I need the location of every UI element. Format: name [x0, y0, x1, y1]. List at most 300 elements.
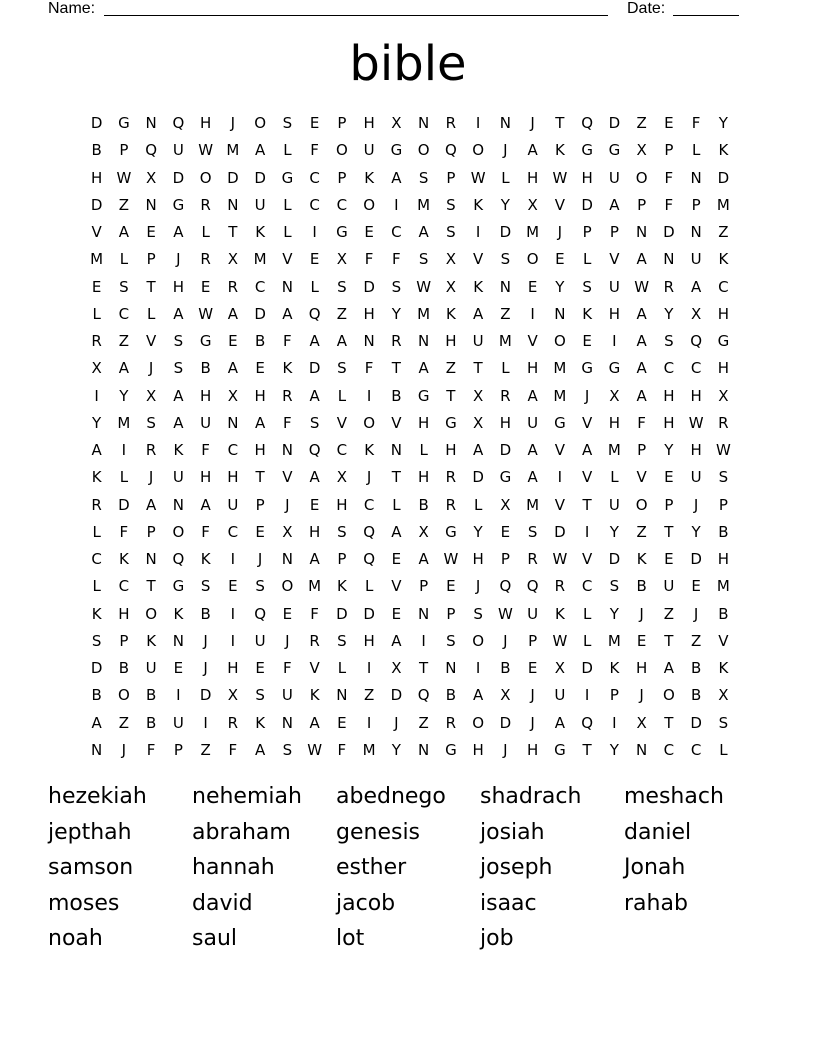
word-list	[48, 779, 768, 957]
grid-letter: S	[337, 277, 347, 296]
grid-letter: S	[527, 522, 538, 541]
grid-letter: U	[172, 141, 184, 160]
grid-letter: G	[608, 141, 621, 160]
grid-letter: R	[145, 441, 157, 460]
grid-letter: I	[475, 223, 481, 242]
grid-letter: L	[364, 577, 374, 596]
grid-letter: X	[500, 686, 511, 705]
grid-letter: N	[91, 740, 103, 759]
grid-letter: F	[201, 522, 210, 541]
grid-letter: S	[146, 413, 156, 432]
grid-letter: T	[664, 713, 674, 732]
word-list-item: esther	[336, 855, 407, 881]
grid-letter: E	[228, 577, 238, 596]
date-blank-line	[673, 0, 739, 16]
grid-letter: V	[282, 468, 293, 487]
grid-letter: E	[500, 522, 511, 541]
grid-letter: P	[119, 141, 129, 160]
grid-letter: Z	[118, 332, 130, 351]
grid-letter: Y	[609, 604, 619, 623]
grid-letter: E	[582, 332, 592, 351]
grid-letter: O	[417, 141, 430, 160]
grid-letter: S	[500, 250, 511, 269]
grid-letter: Y	[473, 522, 483, 541]
grid-letter: M	[716, 195, 730, 214]
grid-letter: A	[690, 277, 702, 296]
grid-letter: A	[472, 441, 484, 460]
grid-letter: J	[285, 495, 290, 514]
grid-letter: W	[552, 550, 568, 569]
grid-letter: Y	[391, 304, 401, 323]
grid-letter: L	[310, 277, 319, 296]
grid-letter: W	[552, 168, 568, 187]
grid-letter: Q	[254, 604, 267, 623]
grid-letter: N	[363, 332, 375, 351]
grid-letter: A	[391, 631, 402, 650]
grid-letter: K	[445, 304, 456, 323]
grid-letter: U	[145, 659, 157, 678]
grid-letter: B	[718, 522, 729, 541]
grid-letter: N	[636, 223, 648, 242]
grid-letter: E	[173, 659, 184, 678]
grid-letter: I	[421, 631, 426, 650]
grid-letter: D	[581, 195, 593, 214]
grid-letter: B	[145, 713, 157, 732]
grid-letter: F	[637, 413, 646, 432]
grid-letter: Z	[663, 604, 675, 623]
grid-letter: X	[554, 659, 566, 678]
grid-letter: G	[199, 332, 212, 351]
grid-letter: Z	[418, 713, 429, 732]
word-list-item: jepthah	[48, 819, 132, 845]
grid-letter: D	[199, 686, 212, 705]
grid-letter: Q	[172, 114, 185, 133]
grid-letter: Y	[691, 522, 701, 541]
grid-letter: K	[255, 223, 266, 242]
grid-letter: X	[472, 413, 484, 432]
grid-letter: C	[391, 223, 402, 242]
grid-letter: X	[718, 686, 729, 705]
grid-letter: H	[690, 441, 702, 460]
grid-letter: N	[390, 441, 402, 460]
grid-letter: E	[282, 604, 293, 623]
grid-letter: N	[445, 659, 457, 678]
grid-letter: W	[552, 631, 568, 650]
grid-letter: V	[391, 413, 402, 432]
grid-letter: O	[254, 114, 267, 133]
grid-letter: E	[146, 223, 156, 242]
grid-letter: D	[499, 441, 512, 460]
grid-letter: U	[554, 686, 566, 705]
grid-letter: W	[416, 277, 432, 296]
grid-letter: Z	[363, 686, 375, 705]
grid-letter: R	[445, 468, 457, 487]
grid-letter: N	[636, 740, 648, 759]
grid-letter: V	[581, 550, 593, 569]
grid-letter: A	[554, 713, 565, 732]
grid-letter: M	[607, 631, 621, 650]
grid-letter: B	[200, 359, 211, 378]
grid-letter: H	[227, 468, 239, 487]
grid-letter: C	[91, 550, 102, 569]
grid-letter: E	[664, 114, 674, 133]
grid-letter: N	[499, 277, 511, 296]
grid-letter: J	[203, 659, 208, 678]
grid-letter: G	[445, 413, 457, 432]
grid-letter: H	[717, 550, 730, 569]
grid-letter: Z	[200, 740, 211, 759]
grid-letter: A	[309, 468, 320, 487]
word-list-item: joseph	[480, 855, 553, 881]
grid-letter: O	[526, 250, 539, 269]
grid-letter: I	[230, 550, 236, 569]
grid-letter: M	[117, 413, 131, 432]
grid-letter: G	[554, 413, 566, 432]
grid-letter: D	[554, 522, 566, 541]
grid-letter: J	[394, 713, 399, 732]
grid-letter: U	[690, 250, 702, 269]
word-list-item: abednego	[336, 784, 446, 810]
word-list-item: hezekiah	[48, 784, 147, 810]
grid-letter: J	[148, 359, 154, 378]
grid-letter: B	[200, 604, 211, 623]
grid-letter: A	[173, 223, 184, 242]
grid-letter: O	[145, 604, 158, 623]
grid-letter: R	[445, 713, 457, 732]
grid-letter: T	[391, 468, 401, 487]
grid-letter: S	[309, 413, 320, 432]
grid-letter: V	[554, 195, 565, 214]
grid-letter: K	[473, 277, 484, 296]
grid-letter: D	[172, 168, 185, 187]
grid-letter: K	[173, 604, 184, 623]
grid-letter: X	[145, 168, 157, 187]
grid-letter: H	[172, 277, 185, 296]
name-label: Name:	[48, 0, 96, 17]
grid-letter: H	[199, 468, 212, 487]
grid-letter: I	[312, 223, 317, 242]
grid-letter: H	[499, 413, 512, 432]
grid-letter: S	[446, 195, 456, 214]
word-list-item: lot	[336, 926, 365, 952]
grid-letter: U	[254, 195, 266, 214]
grid-letter: Q	[581, 713, 594, 732]
grid-letter: K	[582, 304, 593, 323]
grid-letter: W	[443, 550, 459, 569]
grid-letter: U	[363, 141, 375, 160]
grid-letter: P	[637, 441, 647, 460]
grid-letter: A	[418, 359, 429, 378]
grid-letter: H	[417, 468, 430, 487]
grid-letter: G	[581, 141, 593, 160]
grid-letter: P	[255, 495, 265, 514]
grid-letter: R	[554, 577, 566, 596]
grid-letter: V	[472, 250, 484, 269]
grid-letter: L	[419, 441, 428, 460]
grid-letter: M	[417, 304, 431, 323]
grid-letter: U	[663, 577, 675, 596]
grid-letter: I	[475, 659, 481, 678]
grid-letter: L	[473, 495, 483, 514]
grid-letter: C	[118, 304, 130, 323]
grid-letter: S	[282, 114, 293, 133]
grid-letter: X	[445, 250, 457, 269]
grid-letter: C	[363, 495, 375, 514]
grid-letter: Q	[145, 141, 158, 160]
grid-letter: B	[690, 659, 702, 678]
grid-letter: Z	[118, 713, 130, 732]
grid-letter: K	[364, 441, 375, 460]
grid-letter: Y	[609, 522, 619, 541]
grid-letter: E	[527, 277, 538, 296]
grid-letter: X	[227, 250, 239, 269]
grid-letter: B	[145, 686, 157, 705]
grid-letter: G	[499, 468, 512, 487]
grid-letter: K	[554, 604, 565, 623]
grid-letter: K	[118, 550, 129, 569]
grid-letter: L	[146, 304, 156, 323]
grid-letter: C	[254, 277, 266, 296]
grid-letter: N	[690, 223, 702, 242]
grid-letter: I	[94, 386, 99, 405]
grid-letter: D	[227, 168, 239, 187]
grid-letter: V	[91, 223, 102, 242]
grid-letter: P	[446, 168, 456, 187]
grid-letter: L	[337, 659, 347, 678]
grid-letter: M	[90, 250, 104, 269]
grid-letter: I	[394, 195, 399, 214]
grid-letter: B	[254, 332, 266, 351]
grid-letter: G	[336, 223, 348, 242]
grid-letter: S	[173, 359, 184, 378]
grid-letter: A	[309, 332, 320, 351]
grid-letter: A	[527, 441, 538, 460]
grid-letter: H	[690, 386, 702, 405]
grid-letter: X	[91, 359, 102, 378]
grid-letter: C	[581, 577, 593, 596]
grid-letter: Q	[363, 550, 376, 569]
grid-letter: J	[503, 141, 508, 160]
grid-letter: H	[635, 659, 648, 678]
grid-letter: F	[283, 413, 292, 432]
grid-letter: R	[91, 495, 102, 514]
grid-letter: A	[636, 250, 647, 269]
grid-letter: F	[664, 168, 674, 187]
grid-letter: S	[337, 359, 347, 378]
grid-letter: K	[718, 141, 729, 160]
grid-letter: T	[446, 386, 456, 405]
grid-letter: T	[255, 468, 265, 487]
grid-letter: E	[91, 277, 102, 296]
grid-letter: G	[445, 740, 457, 759]
grid-letter: Q	[363, 522, 376, 541]
grid-letter: Y	[500, 195, 510, 214]
grid-letter: Q	[581, 114, 594, 133]
grid-letter: K	[91, 604, 102, 623]
grid-letter: J	[121, 740, 127, 759]
grid-letter: A	[309, 713, 320, 732]
grid-letter: M	[716, 577, 730, 596]
grid-letter: Y	[664, 304, 674, 323]
grid-letter: L	[283, 141, 292, 160]
grid-letter: E	[309, 250, 320, 269]
grid-letter: A	[527, 386, 538, 405]
grid-letter: H	[363, 631, 375, 650]
grid-letter: G	[581, 359, 593, 378]
grid-letter: G	[445, 522, 457, 541]
grid-letter: D	[690, 550, 702, 569]
grid-letter: J	[584, 386, 590, 405]
grid-letter: L	[501, 168, 510, 187]
grid-letter: Q	[308, 441, 321, 460]
grid-letter: A	[118, 359, 129, 378]
grid-letter: L	[610, 468, 619, 487]
grid-letter: A	[282, 304, 293, 323]
grid-letter: X	[718, 386, 729, 405]
grid-letter: L	[201, 223, 210, 242]
grid-letter: T	[582, 740, 592, 759]
grid-letter: A	[309, 550, 320, 569]
grid-letter: H	[472, 740, 484, 759]
word-search-grid	[83, 110, 737, 764]
grid-letter: A	[145, 495, 157, 514]
grid-letter: A	[663, 659, 674, 678]
grid-letter: H	[663, 386, 675, 405]
grid-letter: E	[446, 577, 456, 596]
grid-letter: J	[639, 604, 644, 623]
grid-letter: K	[146, 631, 157, 650]
grid-letter: W	[116, 168, 132, 187]
grid-letter: I	[366, 386, 372, 405]
grid-letter: C	[718, 277, 729, 296]
grid-letter: H	[417, 413, 430, 432]
grid-letter: S	[391, 277, 402, 296]
grid-letter: I	[203, 713, 208, 732]
grid-letter: E	[527, 659, 538, 678]
grid-letter: C	[663, 359, 675, 378]
grid-letter: W	[634, 277, 650, 296]
grid-letter: D	[118, 495, 130, 514]
grid-letter: L	[283, 195, 292, 214]
grid-letter: H	[526, 740, 539, 759]
grid-letter: T	[473, 359, 483, 378]
grid-letter: N	[145, 550, 157, 569]
grid-letter: Z	[718, 223, 729, 242]
grid-letter: B	[91, 686, 102, 705]
grid-letter: R	[200, 250, 211, 269]
grid-letter: H	[526, 359, 539, 378]
grid-letter: P	[146, 250, 156, 269]
grid-letter: T	[146, 277, 156, 296]
grid-letter: A	[336, 332, 347, 351]
grid-letter: K	[336, 577, 347, 596]
grid-letter: H	[717, 359, 730, 378]
grid-letter: L	[582, 250, 592, 269]
grid-letter: H	[663, 413, 675, 432]
grid-letter: P	[419, 577, 429, 596]
grid-letter: S	[200, 577, 211, 596]
grid-letter: J	[693, 495, 699, 514]
grid-letter: S	[473, 604, 483, 623]
grid-letter: N	[663, 250, 675, 269]
grid-letter: K	[91, 468, 102, 487]
grid-letter: L	[719, 740, 728, 759]
grid-letter: X	[145, 386, 157, 405]
grid-letter: U	[527, 413, 539, 432]
grid-letter: R	[227, 713, 239, 732]
grid-letter: A	[254, 413, 266, 432]
grid-letter: J	[639, 686, 644, 705]
grid-letter: J	[230, 114, 236, 133]
grid-letter: K	[636, 550, 647, 569]
grid-letter: W	[715, 441, 731, 460]
grid-letter: N	[336, 686, 348, 705]
grid-letter: E	[691, 577, 701, 596]
word-list-item: job	[480, 926, 514, 952]
grid-letter: W	[198, 141, 214, 160]
grid-letter: B	[418, 495, 429, 514]
grid-letter: D	[336, 604, 348, 623]
grid-letter: O	[363, 413, 376, 432]
grid-letter: V	[718, 631, 729, 650]
grid-letter: X	[609, 386, 620, 405]
grid-letter: A	[309, 386, 320, 405]
grid-letter: I	[475, 114, 481, 133]
grid-letter: I	[230, 631, 236, 650]
grid-letter: O	[472, 713, 485, 732]
grid-letter: N	[145, 114, 157, 133]
grid-letter: N	[418, 114, 430, 133]
grid-letter: F	[691, 114, 701, 133]
grid-letter: O	[635, 168, 648, 187]
grid-letter: A	[418, 550, 429, 569]
grid-letter: F	[364, 250, 374, 269]
grid-letter: A	[173, 386, 184, 405]
grid-letter: Z	[336, 304, 348, 323]
grid-letter: N	[418, 332, 430, 351]
grid-letter: X	[391, 114, 402, 133]
grid-letter: C	[227, 441, 239, 460]
grid-letter: M	[526, 223, 540, 242]
grid-letter: I	[557, 468, 563, 487]
grid-letter: A	[200, 495, 211, 514]
grid-letter: L	[582, 631, 592, 650]
grid-letter: Q	[499, 577, 512, 596]
grid-letter: H	[445, 332, 457, 351]
grid-letter: T	[419, 659, 429, 678]
grid-letter: G	[172, 577, 185, 596]
word-list-item: isaac	[480, 890, 537, 916]
grid-letter: H	[717, 304, 730, 323]
grid-letter: A	[418, 223, 429, 242]
grid-letter: L	[283, 223, 292, 242]
grid-letter: G	[118, 114, 130, 133]
grid-letter: L	[119, 468, 129, 487]
grid-letter: V	[309, 659, 320, 678]
grid-letter: E	[255, 659, 265, 678]
grid-letter: I	[366, 659, 372, 678]
grid-letter: L	[691, 141, 701, 160]
grid-letter: O	[635, 495, 648, 514]
grid-letter: A	[391, 168, 402, 187]
grid-letter: B	[636, 577, 647, 596]
grid-letter: Q	[308, 304, 321, 323]
grid-letter: J	[148, 468, 154, 487]
grid-letter: S	[337, 522, 347, 541]
grid-letter: N	[145, 195, 157, 214]
grid-letter: X	[472, 386, 484, 405]
grid-letter: Z	[500, 304, 511, 323]
